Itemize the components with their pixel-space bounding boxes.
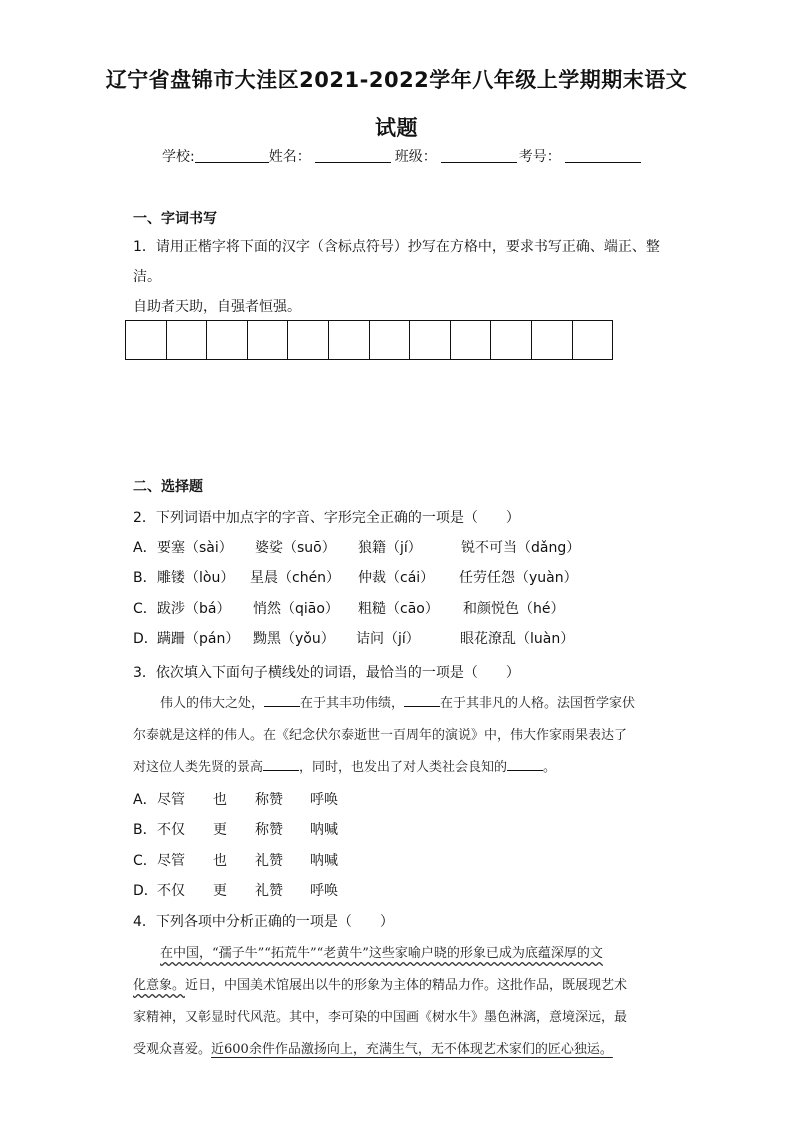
grid-cell[interactable]: [573, 320, 614, 360]
fill-blank[interactable]: [264, 694, 300, 707]
question-1-cont: 洁。: [133, 269, 161, 285]
q3-passage-line-2: 尔泰就是这样的伟人。在《纪念伏尔泰逝世一百周年的演说》中，伟大作家雨果表达了: [133, 728, 628, 743]
fill-blank[interactable]: [404, 694, 440, 707]
q2-option-a[interactable]: A． 要塞（sài） 婆娑（suō） 狼籍（jí） 锐不可当（dǎng）: [133, 540, 581, 556]
q3-option-a[interactable]: A． 尽管 也 称赞 呼唤: [133, 792, 338, 808]
grid-cell[interactable]: [329, 320, 370, 360]
grid-cell[interactable]: [248, 320, 289, 360]
q2-option-b[interactable]: B． 雕镂（lòu） 星晨（chén） 仲裁（cái） 任劳任怨（yuàn）: [133, 570, 578, 586]
grid-cell[interactable]: [207, 320, 248, 360]
page-title-line2: 试题: [375, 116, 418, 140]
q3-option-d[interactable]: D． 不仅 更 礼赞 呼唤: [133, 883, 338, 899]
grid-cell[interactable]: [451, 320, 492, 360]
exam-number-blank[interactable]: [565, 148, 641, 163]
fill-blank[interactable]: [507, 758, 543, 771]
question-2: 2．下列词语中加点字的字音、字形完全正确的一项是（ ）: [133, 510, 520, 526]
grid-cell[interactable]: [370, 320, 411, 360]
class-label: 班级：: [394, 149, 437, 165]
section-heading-2: 二、选择题: [133, 479, 203, 495]
grid-cell[interactable]: [167, 320, 208, 360]
q4-passage-line-2: 化意象。近日，中国美术馆展出以牛的形象为主体的精品力作。这批作品，既展现艺术: [133, 978, 628, 993]
section-heading-1: 一、字词书写: [133, 211, 217, 227]
copy-text: 自助者天助，自强者恒强。: [133, 299, 301, 315]
grid-cell[interactable]: [126, 320, 167, 360]
q3-passage-line-3: 对这位人类先贤的景高 ，同时，也发出了对人类社会良知的 。: [133, 760, 557, 775]
grid-cell[interactable]: [288, 320, 329, 360]
q2-option-c[interactable]: C． 跋涉（bá） 悄然（qiāo） 粗糙（cāo） 和颜悦色（hé）: [133, 601, 565, 617]
school-label: 学校:: [162, 149, 195, 165]
grid-cell[interactable]: [491, 320, 532, 360]
question-1: 1．请用正楷字将下面的汉字（含标点符号）抄写在方格中，要求书写正确、端正、整: [133, 239, 660, 255]
page-title: 辽宁省盘锦市大洼区2021-2022学年八年级上学期期末语文: [105, 68, 688, 92]
q2-option-d[interactable]: D． 蹒跚（pán） 黝黑（yǒu） 诘问（jí） 眼花潦乱（luàn）: [133, 631, 575, 647]
fill-blank[interactable]: [263, 758, 299, 771]
exam-number-label: 考号：: [518, 149, 561, 165]
grid-cell[interactable]: [410, 320, 451, 360]
q4-passage-line-3: 家精神，又彰显时代风范。其中，李可染的中国画《树水牛》墨色淋漓，意境深远，最: [133, 1010, 628, 1025]
grid-cell[interactable]: [532, 320, 573, 360]
q3-option-c[interactable]: C． 尽管 也 礼赞 呐喊: [133, 853, 338, 869]
writing-grid[interactable]: [125, 320, 613, 360]
question-4: 4．下列各项中分析正确的一项是（ ）: [133, 914, 394, 930]
student-info-line: [162, 146, 641, 166]
q3-option-b[interactable]: B． 不仅 更 称赞 呐喊: [133, 822, 338, 838]
school-blank[interactable]: [195, 148, 269, 163]
name-label: 姓名：: [268, 149, 311, 165]
q3-passage-line-1: 伟人的伟大之处， 在于其丰功伟绩， 在于其非凡的人格。法国哲学家伏: [160, 696, 636, 711]
q4-passage-line-4: 受观众喜爱。近600余件作品激扬向上，充满生气，无不体现艺术家们的匠心独运。: [133, 1042, 613, 1057]
class-blank[interactable]: [441, 148, 517, 163]
name-blank[interactable]: [315, 148, 391, 163]
question-3: 3．依次填入下面句子横线处的词语，最恰当的一项是（ ）: [133, 665, 520, 681]
q4-passage-line-1: 在中国，“孺子牛”“拓荒牛”“老黄牛”这些家喻户晓的形象已成为底蕴深厚的文: [160, 946, 603, 961]
